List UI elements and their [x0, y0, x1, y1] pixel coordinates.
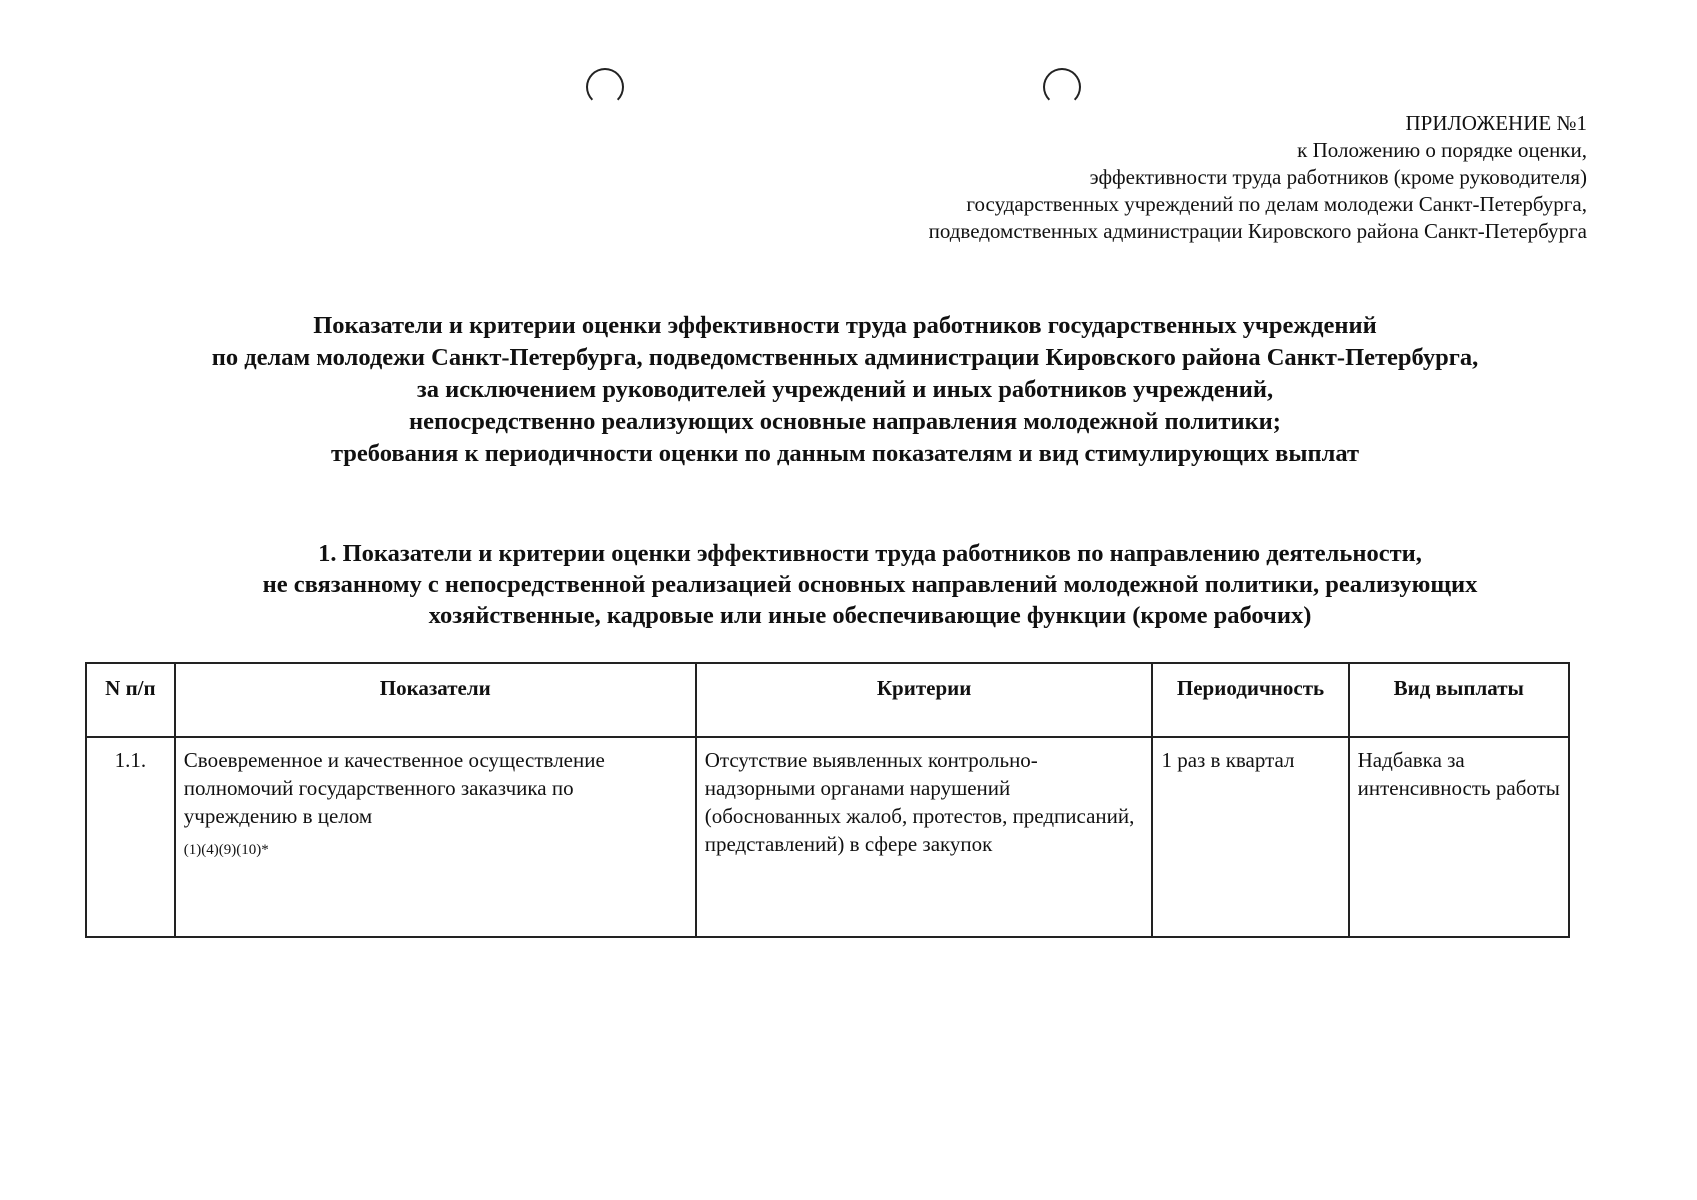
header-criteria: Критерии	[696, 663, 1153, 737]
row-payment: Надбавка за интенсивность работы	[1349, 737, 1569, 937]
table-row	[86, 737, 1569, 937]
appendix-title: ПРИЛОЖЕНИЕ №1	[1405, 111, 1587, 135]
section-heading-line: 1. Показатели и критерии оценки эффективности труда работников по направлению деятельности,	[318, 540, 1422, 567]
row-number: 1.1.	[86, 737, 175, 937]
section-heading	[150, 538, 1590, 631]
criteria-table	[85, 662, 1570, 938]
document-title-line: требования к периодичности оценки по данным показателям и вид стимулирующих выплат	[330, 440, 1360, 467]
section-heading-line: хозяйственные, кадровые или иные обеспечивающие функции (кроме рабочих)	[428, 602, 1312, 629]
row-periodicity: 1 раз в квартал	[1152, 737, 1348, 937]
header-periodicity: Периодичность	[1152, 663, 1348, 737]
header-indicators: Показатели	[175, 663, 696, 737]
document-title-line: по делам молодежи Санкт-Петербурга, подведомственных администрации Кировского района Санкт-Петербурга,	[211, 344, 1479, 371]
table-header-row	[86, 663, 1569, 737]
appendix-line: к Положению о порядке оценки,	[1297, 138, 1587, 162]
row-indicator-cell	[175, 737, 696, 937]
punch-hole-left	[586, 68, 624, 106]
row-footnote: (1)(4)(9)(10)*	[183, 842, 269, 858]
punch-hole-right	[1043, 68, 1081, 106]
appendix-line: подведомственных администрации Кировского района Санкт-Петербурга	[928, 219, 1587, 243]
document-title-line: за исключением руководителей учреждений и иных работников учреждений,	[416, 376, 1274, 403]
header-payment: Вид выплаты	[1349, 663, 1569, 737]
header-num: N п/п	[86, 663, 175, 737]
appendix-line: государственных учреждений по делам молодежи Санкт-Петербурга,	[966, 192, 1587, 216]
appendix-header	[929, 110, 1587, 245]
document-title-line: непосредственно реализующих основные направления молодежной политики;	[409, 408, 1281, 435]
document-title	[60, 310, 1630, 470]
row-indicator: Своевременное и качественное осуществление полномочий государственного заказчика по учреждению в целом	[183, 748, 605, 828]
row-criteria: Отсутствие выявленных контрольно-надзорными органами нарушений (обоснованных жалоб, протестов, предписаний, представлений) в сфере закупок	[696, 737, 1153, 937]
section-heading-line: не связанному с непосредственной реализацией основных направлений молодежной политики, реализующих	[262, 571, 1478, 598]
appendix-line: эффективности труда работников (кроме руководителя)	[1089, 165, 1587, 189]
document-title-line: Показатели и критерии оценки эффективности труда работников государственных учреждений	[313, 312, 1377, 339]
